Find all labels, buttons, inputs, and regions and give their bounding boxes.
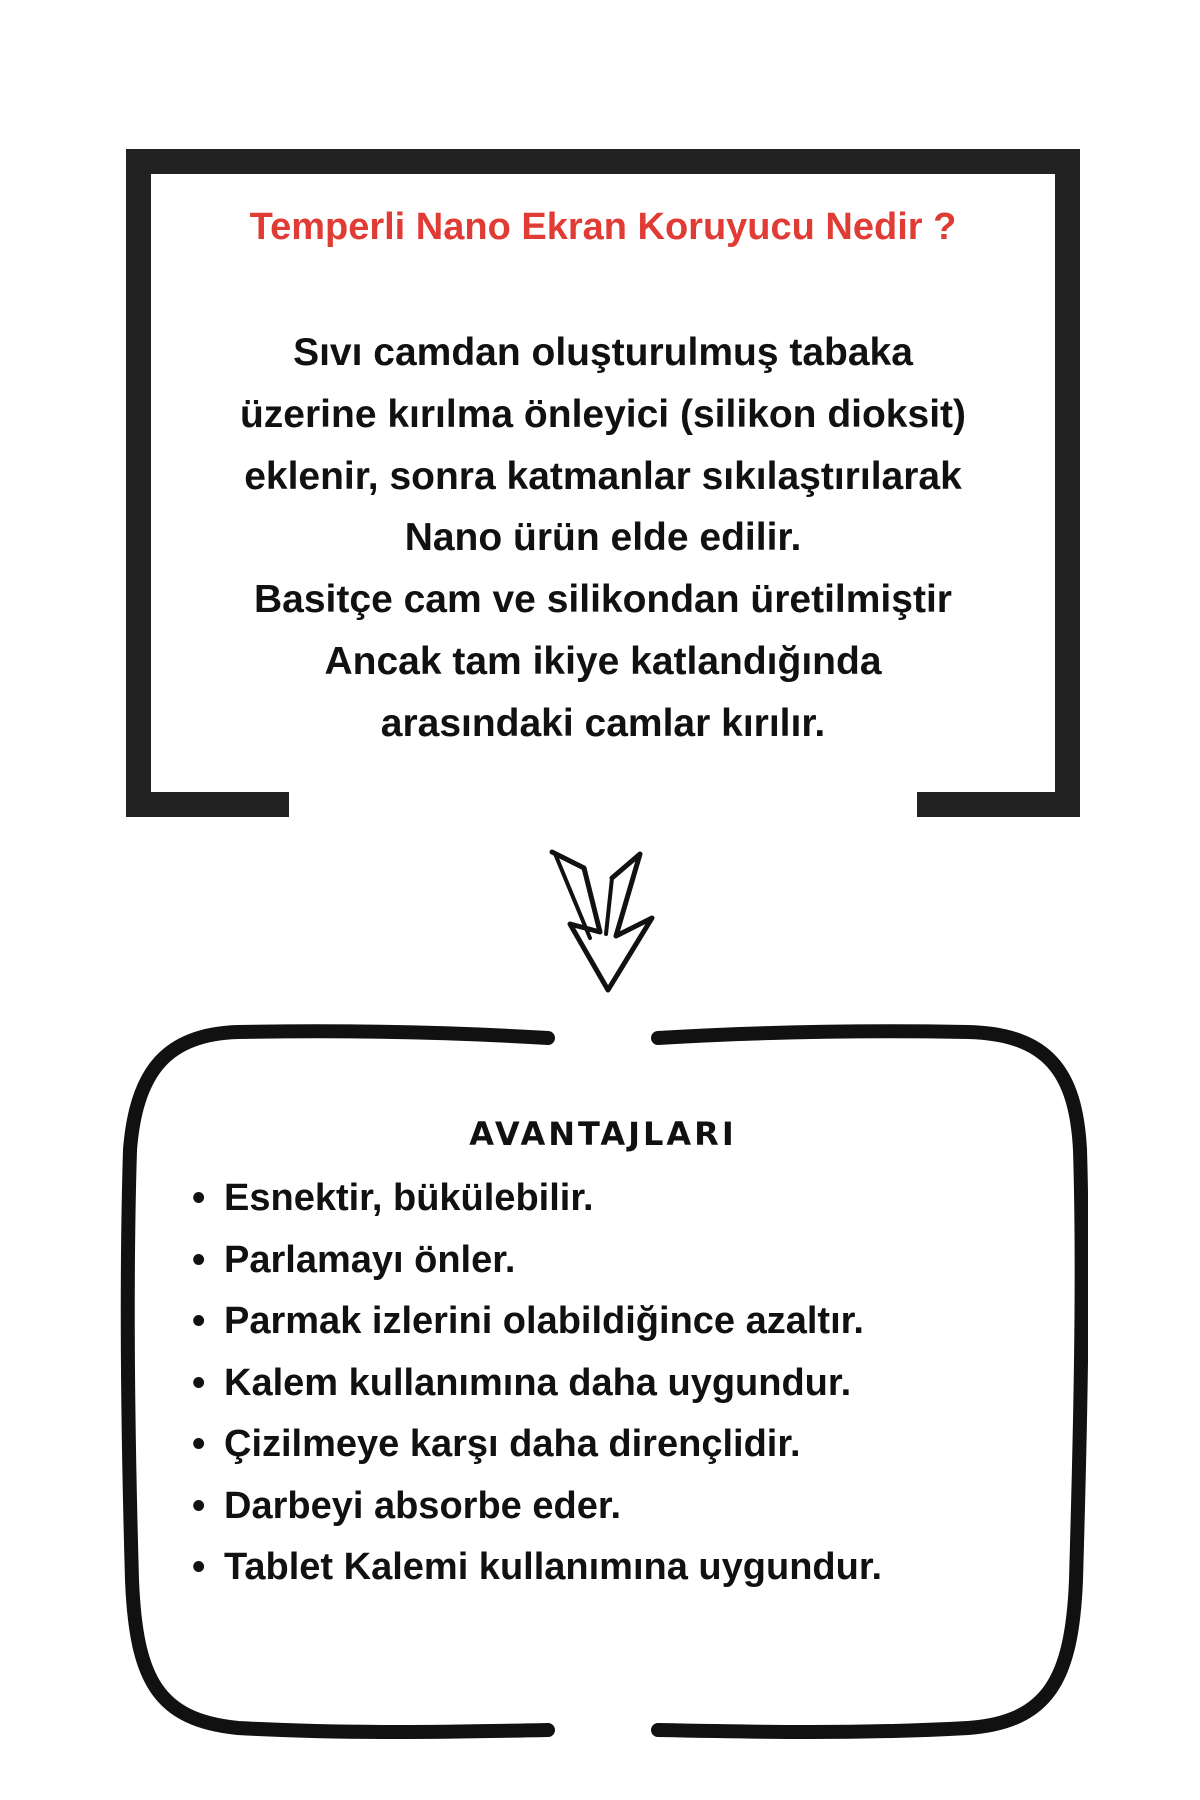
list-item xyxy=(192,1537,1052,1599)
definition-line: Ancak tam ikiye katlandığında xyxy=(324,639,882,683)
list-item-text: Tablet Kalemi kullanımına uygundur. xyxy=(224,1546,883,1588)
list-item-text: Parmak izlerini olabildiğince azaltır. xyxy=(224,1300,864,1342)
definition-line: üzerine kırılma önleyici (silikon dioksit) xyxy=(239,392,967,436)
list-item xyxy=(192,1291,1052,1353)
list-item xyxy=(192,1476,1052,1538)
down-arrow-icon xyxy=(548,848,656,998)
list-item xyxy=(192,1414,1052,1476)
bullet-icon: • xyxy=(192,1484,206,1527)
list-item xyxy=(192,1353,1052,1415)
definition-line: eklenir, sonra katmanlar sıkılaştırılarak xyxy=(244,454,962,498)
frame-bottom-right-bar xyxy=(917,792,1080,817)
bullet-icon: • xyxy=(192,1546,206,1588)
list-item-text: Kalem kullanımına daha uygundur. xyxy=(224,1361,852,1404)
list-item xyxy=(192,1168,1052,1230)
bullet-icon: • xyxy=(192,1361,206,1404)
bullet-icon: • xyxy=(192,1300,206,1342)
definition-text xyxy=(160,322,1046,755)
list-item-text: Çizilmeye karşı daha dirençlidir. xyxy=(224,1423,801,1465)
definition-line: Nano ürün elde edilir. xyxy=(404,516,802,560)
list-item xyxy=(192,1230,1052,1292)
bullet-icon: • xyxy=(192,1177,206,1219)
definition-line: Basitçe cam ve silikondan üretilmiştir xyxy=(254,578,952,622)
definition-title: Temperli Nano Ekran Koruyucu Nedir ? xyxy=(249,206,957,248)
frame-bottom-left-bar xyxy=(126,792,289,817)
bullet-icon: • xyxy=(192,1423,206,1465)
advantages-title: AVANTAJLARI xyxy=(469,1115,737,1153)
definition-line: Sıvı camdan oluşturulmuş tabaka xyxy=(293,331,913,374)
list-item-text: Darbeyi absorbe eder. xyxy=(224,1484,622,1527)
bullet-icon: • xyxy=(192,1238,206,1281)
definition-line: arasındaki camlar kırılır. xyxy=(380,701,826,745)
advantages-list xyxy=(192,1168,1052,1599)
frame-top-bar xyxy=(126,149,1080,174)
list-item-text: Parlamayı önler. xyxy=(224,1238,516,1281)
list-item-text: Esnektir, bükülebilir. xyxy=(224,1177,594,1219)
